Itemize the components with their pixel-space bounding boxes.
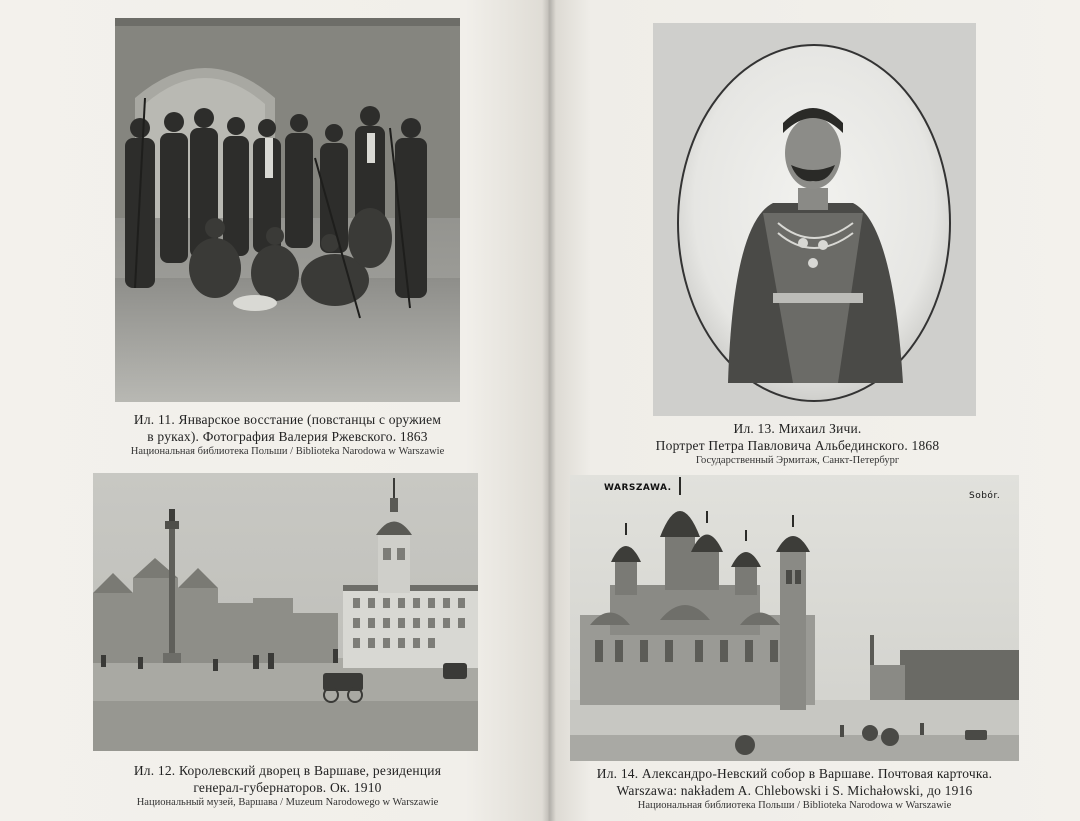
credit-il14: Национальная библиотека Польши / Biblioteka Narodowa w Warszawie [637,800,952,811]
credit-il11: Национальная библиотека Польши / Biblioteka Narodowa w Warszawie [130,446,445,457]
book-gutter [542,0,556,821]
cathedral-postcard-image [570,475,1019,761]
insurgents-photo-image [115,18,460,402]
plate-il14-postcard [570,475,1019,761]
caption-il11 [95,411,480,459]
caption-il13-line-1: Ил. 13. Михаил Зичи. [733,421,862,436]
caption-il12-line-1: Ил. 12. Королевский дворец в Варшаве, резиденция [133,763,442,778]
postcard-city-label: WARSZAWA. [604,483,672,493]
caption-il11-line-1: Ил. 11. Январское восстание (повстанцы с оружием [133,412,442,427]
plate-il12-photo [93,473,478,751]
caption-il13 [625,420,970,468]
royal-castle-photo-image [93,473,478,751]
caption-il12 [95,762,480,810]
caption-il12-line-2: генерал-губернаторов. Ок. 1910 [193,780,382,795]
caption-il14-line-1: Ил. 14. Александро-Невский собор в Варшаве. Почтовая карточка. [596,766,993,781]
caption-il14-line-2: Warszawa: nakładem A. Chlebowski i S. Michałowski, до 1916 [616,783,973,798]
caption-il11-line-2: в руках). Фотография Валерия Ржевского. 1863 [147,429,428,444]
postcard-subject-label: Sobór. [969,491,1001,501]
credit-il12: Национальный музей, Варшава / Muzeum Narodowego w Warszawie [136,797,439,808]
caption-il14 [570,765,1019,813]
albedinsky-portrait-image [653,23,976,416]
plate-il13-portrait [653,23,976,416]
plate-il11-photo [115,18,460,402]
credit-il13: Государственный Эрмитаж, Санкт-Петербург [695,455,900,466]
caption-il13-line-2: Портрет Петра Павловича Альбединского. 1868 [655,438,940,453]
